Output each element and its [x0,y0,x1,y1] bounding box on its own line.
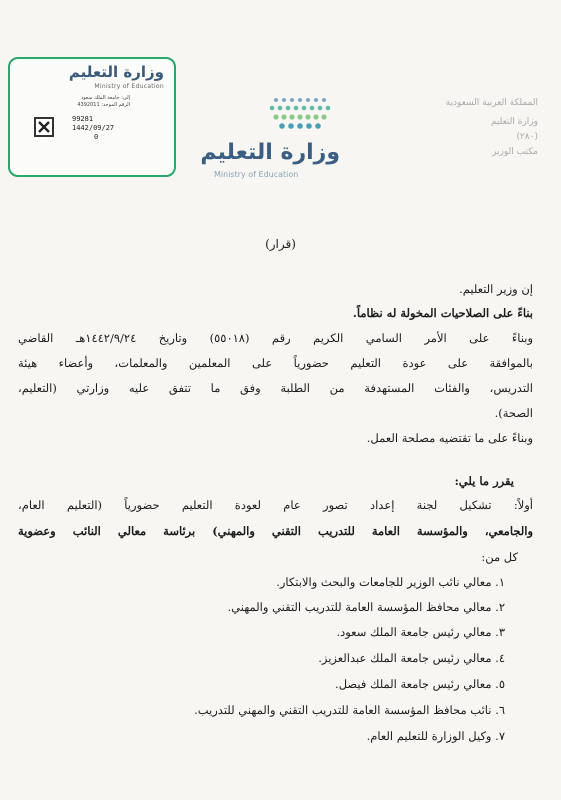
paragraph-order-line4: الصحة). [494,406,533,420]
incoming-stamp [8,57,176,177]
paragraph-authority: بناءً على الصلاحيات المخولة له نظاماً. [352,306,533,320]
paragraph-order-line2: بالموافقة على عودة التعليم حضورياً على المعلمين والمعلمات، وأعضاء هيئة [18,356,533,370]
member-item: ٥. معالي رئيس جامعة الملك فيصل. [335,677,505,691]
document-title: (قرار) [265,237,296,251]
paragraph-minister: إن وزير التعليم. [459,282,533,296]
member-item: ٧. وكيل الوزارة للتعليم العام. [366,729,505,743]
member-item: ٣. معالي رئيس جامعة الملك سعود. [336,625,505,639]
article-first-line3: كل من: [481,550,518,564]
stamp-unified-number: الرقم الموحد: 4392011 [77,102,130,108]
paragraph-order-line1: وبناءً على الأمر السامي الكريم رقم (٥٥٠١٨) وتاريخ ١٤٤٢/٩/٢٤هـ القاضي [18,331,533,345]
decides-heading: يقرر ما يلي: [454,474,514,488]
member-item: ٢. معالي محافظ المؤسسة العامة للتدريب التقني والمهني. [227,600,505,614]
stamp-recipient: إلى: جامعة الملك سعود [80,95,130,101]
stamp-logo-english: Ministry of Education [94,83,164,90]
paragraph-interest: وبناءً على ما تقتضيه مصلحة العمل. [366,431,533,445]
paragraph-order-line3: التدريس، والفئات المستهدفة من الطلبة وفق ما تتفق عليه وزارتي (التعليم، [18,381,533,395]
letterhead-code: (٢٨٠) [516,132,538,142]
article-first-line1: أولاً: تشكيل لجنة إعداد تصور عام لعودة التعليم حضورياً (التعليم العام، [18,498,533,512]
member-item: ٤. معالي رئيس جامعة الملك عبدالعزيز. [318,651,505,665]
stamp-date: 1442/09/27 [72,124,115,132]
stamp-attachments: 0 [94,133,99,141]
ministry-logo [200,96,340,190]
letterhead [420,96,538,160]
logo-arabic-text: وزارة التعليم [200,140,340,165]
logo-english-text: Ministry of Education [214,170,299,179]
article-first-line2: والجامعي، والمؤسسة العامة للتدريب التقني والمهني) برئاسة معالي النائب وعضوية [18,524,533,538]
stamp-number: 99281 [72,115,94,123]
letterhead-ministry: وزارة التعليم [490,117,538,127]
member-item: ٦. نائب محافظ المؤسسة العامة للتدريب التقني والمهني للتدريب. [194,703,505,717]
stamp-logo-text: وزارة التعليم [68,63,164,81]
letterhead-country: المملكة العربية السعودية [445,98,538,108]
member-item: ١. معالي نائب الوزير للجامعات والبحث والابتكار. [276,575,505,589]
letterhead-office: مكتب الوزير [492,147,538,157]
logo-dots-icon [266,96,336,136]
close-box-icon [34,117,54,137]
